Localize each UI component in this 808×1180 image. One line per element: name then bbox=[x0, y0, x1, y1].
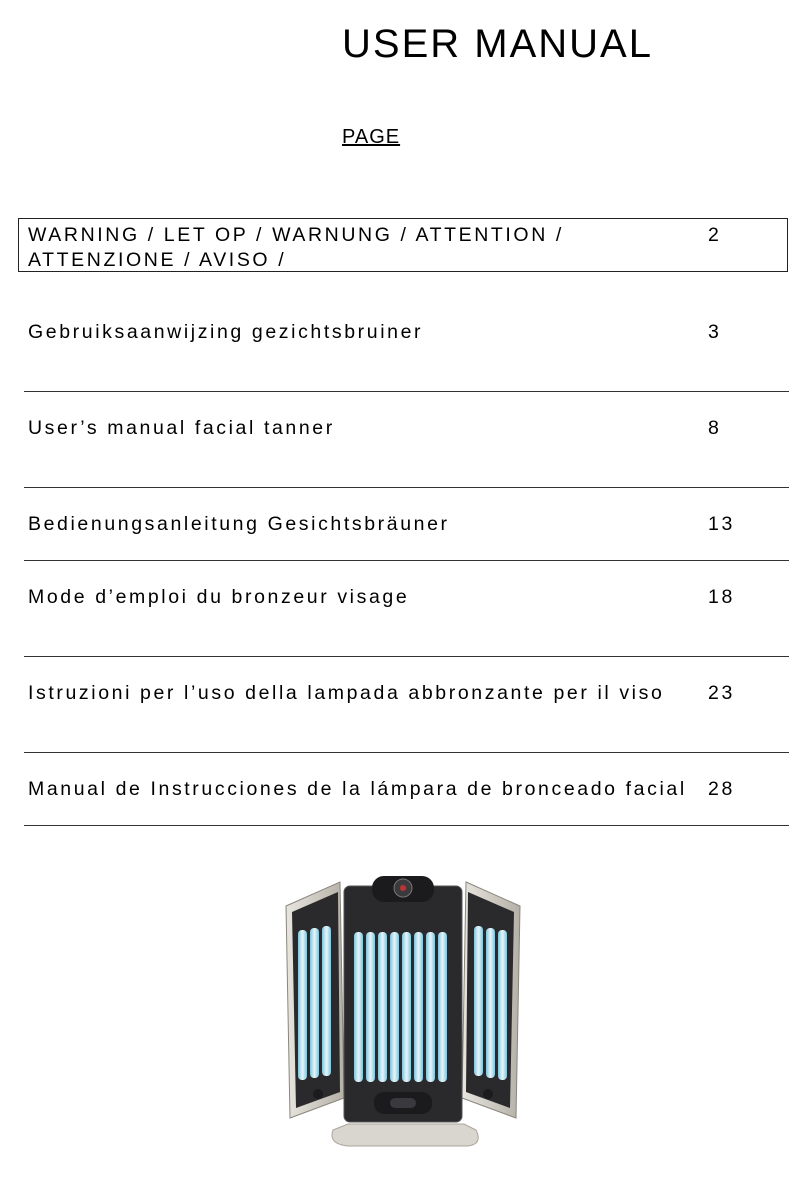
toc-entry-label: Istruzioni per l’uso della lampada abbronzante per il viso bbox=[28, 682, 665, 704]
toc-entry-page: 13 bbox=[708, 513, 735, 535]
toc-divider bbox=[24, 391, 789, 392]
toc-warning-page: 2 bbox=[708, 224, 722, 246]
toc-entry-page: 8 bbox=[708, 417, 722, 439]
toc-divider bbox=[24, 825, 789, 826]
toc-entry-page: 18 bbox=[708, 586, 735, 608]
toc-entry-label: User’s manual facial tanner bbox=[28, 417, 335, 439]
toc-entry-label: Manual de Instrucciones de la lámpara de bronceado facial bbox=[28, 778, 687, 800]
toc-warning-label: WARNING / LET OP / WARNUNG / ATTENTION / ATTENZIONE / AVISO / bbox=[28, 224, 564, 271]
toc-entry-page: 28 bbox=[708, 778, 735, 800]
toc-entry-page: 23 bbox=[708, 682, 735, 704]
toc-entry-page: 3 bbox=[708, 321, 722, 343]
toc-divider bbox=[24, 487, 789, 488]
toc-divider bbox=[24, 752, 789, 753]
document-title: USER MANUAL bbox=[342, 22, 653, 66]
toc-warning-box[interactable] bbox=[18, 218, 788, 272]
toc-entry-label: Mode d’emploi du bronzeur visage bbox=[28, 586, 410, 608]
facial-tanner-product-image bbox=[278, 872, 528, 1152]
page-column-label: PAGE bbox=[342, 126, 401, 148]
toc-divider bbox=[24, 656, 789, 657]
facial-tanner-icon bbox=[278, 872, 528, 1152]
toc-divider bbox=[24, 560, 789, 561]
toc-entry-label: Bedienungsanleitung Gesichtsbräuner bbox=[28, 513, 450, 535]
toc-entry-label: Gebruiksaanwijzing gezichtsbruiner bbox=[28, 321, 424, 343]
